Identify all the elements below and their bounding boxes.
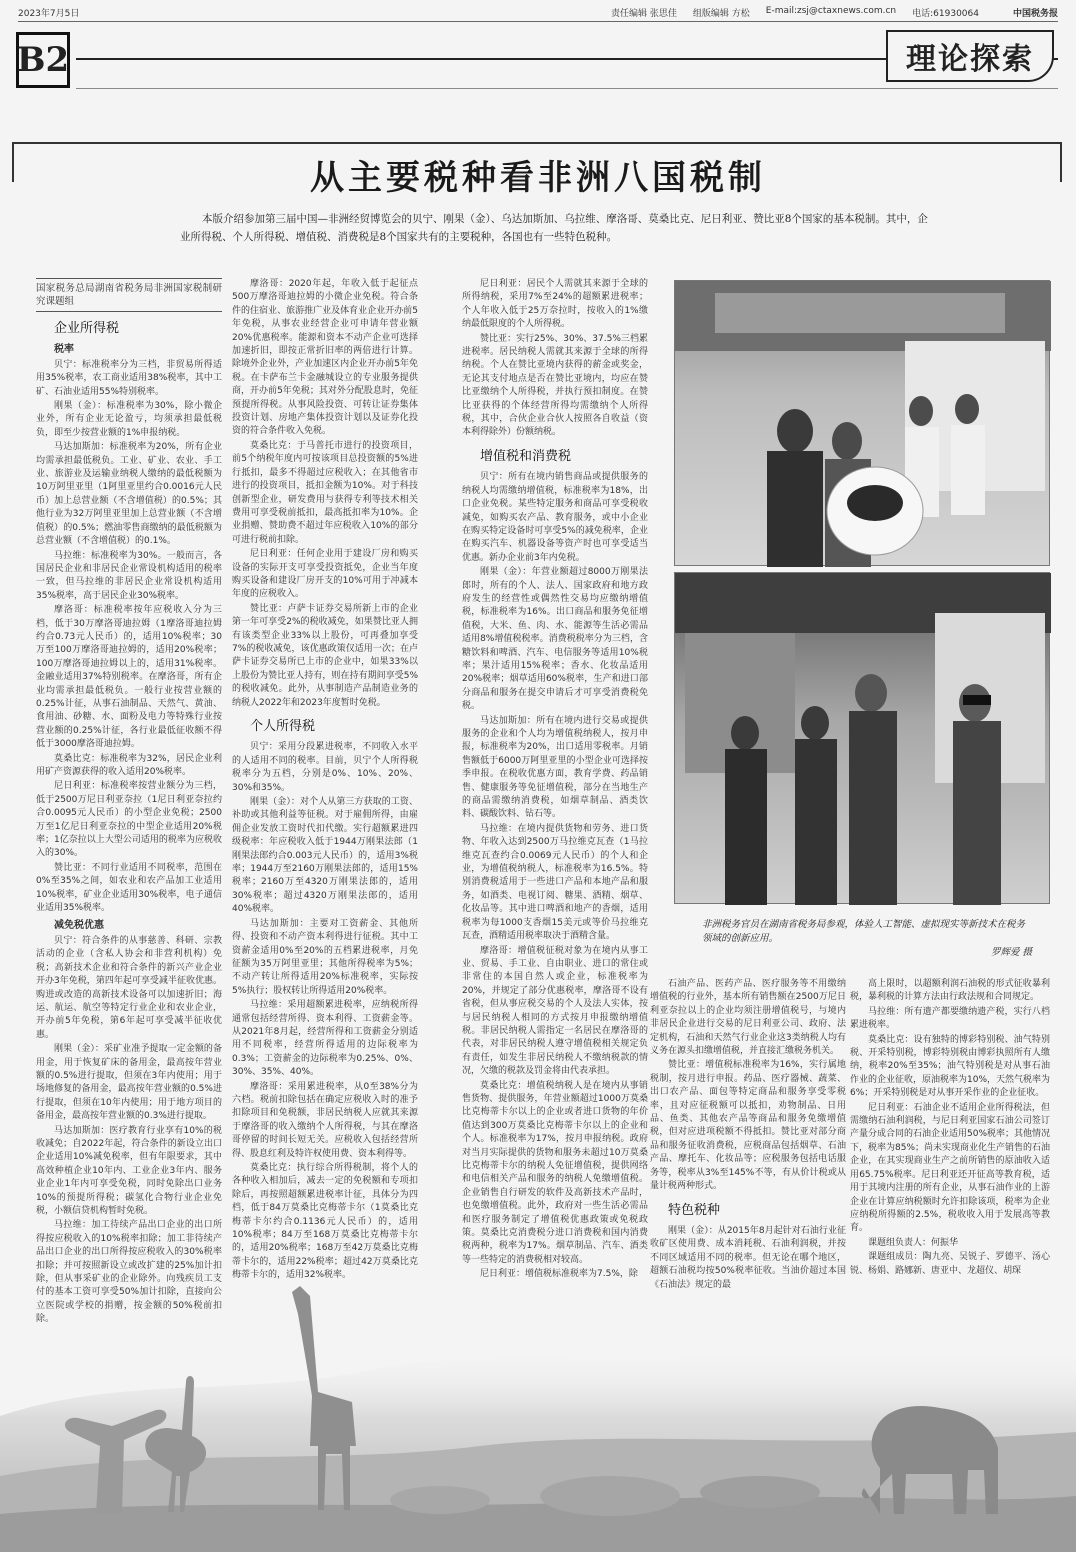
top-rule	[18, 21, 1058, 22]
paragraph: 贝宁：标准税率分为三档，非贸易所得适用35%税率，农工商业适用38%税率，其中工矿、石油业适用55%特别税率。	[36, 359, 222, 397]
header-rule-thin	[76, 88, 1058, 89]
team-lead: 课题组负责人：何振华	[868, 1237, 959, 1248]
paragraph: 莫桑比克：增值税纳税人是在境内从事销售货物、提供服务，年营业额超过1000万莫桑比克梅蒂卡尔以上的企业或者进口货物的年价值达到300万莫桑比克梅蒂卡尔以上的企业和个人。标准税率为17%，按月申报纳税。政府对当月实际提供的货物和服务未超过10万莫桑比克梅蒂卡尔的纳税人免征增值税，提供网络和电信相关产品和服务的纳税人免缴增值税。企业销售自行研发的软件及高新技术产品时，也免缴增值税。此外，政府对一些生活必需品和医疗服务制定了增值税优惠政策或免税政策。莫桑比克消费税分进口消费税和国内消费税两种，税率为17%。烟草制品、汽车、酒类等一些特定的消费税相对较高。	[462, 1080, 648, 1265]
photo-robot-exhibit-illustration	[675, 281, 1051, 567]
paragraph: 马拉维：标准税率为30%。一般而言，各国居民企业和非居民企业常设机构适用的税率一致，但马拉维的非居民企业常设机构适用35%税率，高于居民企业30%税率。	[36, 550, 222, 601]
paragraph: 马拉维：所有遗产都要缴纳遗产税，实行八档累进税率。	[850, 1006, 1050, 1031]
paragraph: 马拉维：加工待续产品出口企业的出口所得按应税收入的10%税率扣除；加工非待续产品出口企业的出口所得按应税收入的30%税率扣除；并可按照新设立或改扩建的25%加计扣除，但从事采矿业的企业除外。向残疾员工支付的基本工资可享受50%加计扣除，直接向公立医院或学校的捐赠，按金额的50%税前扣除。	[36, 1220, 222, 1325]
paragraph: 莫桑比克：于马普托市进行的投资项目，前5个纳税年度内可按该项目总投资额的5%进行抵扣，最多不得超过应税收入；在其他省市进行的投资项目，抵扣金额为10%。对于科技创新型企业，研发费用与获得专利等技术相关费用可享受税前抵扣，最高抵扣率为10%。企业捐赠、赞助费不超过年应税收入10%的部分可进行税前扣除。	[232, 440, 418, 545]
column-3	[462, 278, 648, 1278]
paragraph: 赞比亚：增值税标准税率为16%，实行属地税制，按月进行申报。药品、医疗器械、蔬菜、出口农产品、面包等特定商品和服务享受零税率，且对应征税额可以抵扣，劝物制品、日用品、鱼类、其他农产品等商品和服务免缴增值税，但对应进项税额不得抵扣。赞比亚对部分商品和服务征收消费税，应税商品包括烟草、石油产品、摩托车、化妆品等；应税服务包括电话服务等，税率从3%至145%不等，有从价计税或从量计税两种形式。	[650, 1060, 846, 1192]
section-title: 理论探索	[886, 30, 1054, 82]
heading-special-taxes: 特色税种	[668, 1202, 721, 1218]
paragraph: 莫桑比克：执行综合所得税制，将个人的各种收入相加后，减去一定的免税额和专项扣除后，再按照超额累进税率计征，具体分为四档，低于84万莫桑比克梅蒂卡尔（1莫桑比克梅蒂卡尔约合0.1136元人民币）的，适用10%税率；84万至168万莫桑比克梅蒂卡尔的，适用20%税率；168万至42万莫桑比克梅蒂卡尔的，适用22%税率；超过42万莫桑比克梅蒂卡尔的，适用32%税率。	[232, 1163, 418, 1281]
subheading-incentives: 减免税优惠	[54, 920, 104, 932]
heading-corporate-tax: 企业所得税	[54, 321, 120, 336]
paragraph: 莫桑比克：设有独特的博彩特别税、油气特别税、开采特别税，博彩特别税由博彩执照所有人缴纳，税率20%至35%；油气特别税是对从事石油作业的企业征收，原油税率为10%，天然气税率为6%；开采特别税是对从事开采作业的企业征收。	[850, 1034, 1051, 1099]
byline: 国家税务总局湖南省税务局非洲国家税制研究课题组	[36, 278, 222, 312]
subheading-rate: 税率	[54, 344, 74, 356]
paper-name: 中国税务报	[1012, 8, 1058, 19]
paragraph: 赞比亚：实行25%、30%、37.5%三档累进税率。居民纳税人需就其来源于全球的所得纳税。个人在赞比亚境内获得的薪金或奖金，无论其支付地点是否在赞比亚境内，均应在赞比亚缴纳个人所得税，并执行预扣制度。在赞比亚获得的个体经营所得均需缴纳个人所得税，其中，合伙企业合伙人按照各自收益（资本利得除外）份额纳税。	[462, 333, 648, 438]
africa-landscape-illustration	[0, 1196, 1076, 1552]
heading-vat: 增值税和消费税	[480, 448, 572, 464]
photo-vr-exhibit-illustration	[675, 573, 1051, 905]
paragraph: 赞比亚：不同行业适用不同税率，范围在0%至35%之间，如农业和农产品加工业适用10%税率，矿业企业适用30%税率，电子通信业适用35%税率。	[36, 862, 222, 914]
article-title	[0, 150, 1076, 199]
paragraph: 贝宁：采用分段累进税率，不同收入水平的人适用不同的税率。目前，贝宁个人所得税税率分为五档，分别是0%、10%、20%、30%和35%。	[232, 742, 418, 793]
paragraph: 尼日利亚：石油企业不适用企业所得税法，但需缴纳石油利润税，与尼日利亚国家石油公司签订产量分成合同的石油企业适用50%税率；其他情况下，税率为85%；尚未实现商业化生产销售的石油企业，在其实现商业生产之前所销售的原油收入适用65.75%税率。尼日利亚还开征高等教育税，适用于其境内注册的所有企业，从事石油作业的上游企业在计算应纳税额时允许扣除该项，税率为企业应纳税所得额的2.5%，税收收入用于发展高等教育。	[850, 1102, 1051, 1234]
caption-text: 非洲税务官员在湖南省税务局参观，体验人工智能、虚拟现实等新技术在税务领域的创新应用。	[702, 919, 1026, 944]
paragraph: 刚果（金）：对个人从第三方获取的工资、补助或其他利益等征税。对于雇佣所得，由雇佣企业发放工资时代扣代缴。实行超额累进四级税率：年应税收入低于1944万刚果法郎（1刚果法郎约合0.003元人民币）的，适用3%税率；1944万至2160万刚果法郎的，适用15%税率；2160万至4320万刚果法郎的，适用30%税率；超过4320万刚果法郎的，适用40%税率。	[232, 797, 418, 915]
paragraph: 尼日利亚：居民个人需就其来源于全球的所得纳税，采用7%至24%的超额累进税率；个人年收入低于25万奈拉时，按收入的1%缴纳最低限度的个人所得税。	[462, 279, 648, 330]
paragraph: 石油产品、医药产品、医疗服务等不用缴纳增值税的行业外，基本所有销售额在2500万尼日利亚奈拉以上的企业均须注册增值税号，与境内非居民企业进行交易的尼日利亚公司、政府、法定机构，石油和天然气行业企业这3类纳税人均有义务在源头扣缴增值税，并直接汇缴税务机关。	[650, 979, 846, 1057]
paragraph: 贝宁：符合条件的从事慈善、科研、宗教活动的企业（含私人协会和非营利机构）免税；高新技术企业和符合条件的新兴产业企业开办3年免税，第四年起可享受减半征收优惠。购进或改造的高新技术设备可以加速折旧；海运、航运、航空等特定行业企业和农业企业，开办前5年免税，第6年起可享受减半征收优惠。	[36, 935, 222, 1040]
paragraph: 尼日利亚：标准税率按营业额分为三档，低于2500万尼日利亚奈拉（1尼日利亚奈拉约合0.0095元人民币）的小型企业免税；2500万至1亿尼日利亚奈拉的中型企业适用20%税率；1亿奈拉以上大型公司适用的税率为应税收入的30%。	[36, 781, 222, 859]
page-number: B2	[16, 32, 70, 88]
editor: 责任编辑 张思佳	[611, 8, 677, 19]
paragraph: 刚果（金）：采矿业准予提取一定金额的备用金，用于恢复矿床的备用金，最高按年营业额的0.5%进行提取，但须在3年内使用；用于场地修复的备用金，最高按年营业额的0.5%进行提取，但须在10年内使用；用于地方项目的备用金，最高按年营业额的0.3%进行提取。	[36, 1044, 222, 1122]
phone: 电话:61930064	[912, 8, 979, 19]
paragraph: 莫桑比克：标准税率为32%，居民企业利用矿产资源获得的收入适用20%税率。	[36, 753, 222, 777]
masthead-strip	[18, 4, 1058, 20]
paragraph: 尼日利亚：增值税标准税率为7.5%，除	[480, 1269, 638, 1280]
paragraph: 摩洛哥：采用累进税率，从0至38%分为六档。税前扣除包括在确定应税收入时的准予扣除项目和免税额，非居民纳税人应就其来源于摩洛哥的收入缴纳个人所得税，与其在摩洛哥停留的时间长短无关。应税收入包括经营所得、股息红利及特许权使用费、资本利得等。	[232, 1081, 418, 1159]
issue-date: 2023年7月5日	[18, 8, 80, 19]
photo-caption	[702, 918, 1032, 960]
paragraph: 尼日利亚：任何企业用于建设厂房和购买设备的实际开支可享受投资抵免，企业当年度购买设备和建设厂房开支的10%可用于冲减本年度的应税收入。	[232, 549, 418, 600]
paragraph: 马达加斯加：主要对工资薪金、其他所得、投资和不动产资本利得进行征税。其中工资薪金适用0%至20%的五档累进税率，月免征额为35万阿里亚里；其他所得税率为5%；不动产转让所得适用20%标准税率，实际按5%执行；股权转让所得适用20%税率。	[232, 918, 418, 996]
paragraph: 马达加斯加：医疗教育行业享有10%的税收减免；自2022年起，符合条件的新设立出口企业适用10%减免税率，但有年限要求，其中高效种植企业10年内、工业企业3年内、服务业企业1年内可享受免税，同时免除出口业务10%的预提所得税；碳氢化合物行业企业免税，小额信贷机构暂时免税。	[36, 1125, 222, 1216]
photo-vr-exhibit	[674, 572, 1050, 904]
paragraph: 马达加斯加：标准税率为20%，所有企业均需承担最低税负。工业、矿业、农业、手工业、旅游业及运输业纳税人缴纳的最低税额为10万阿里亚里（1阿里亚里约合0.0016元人民币）加上总营业额（不含增值税）的0.5%；其他行业为32万阿里亚里加上总营业额（不含增值税）的0.5%；燃油零售商缴纳的最低税额为总营业额（不含增值税）的0.1%。	[36, 442, 222, 547]
photo-credit: 罗辉爱 摄	[990, 947, 1032, 958]
heading-personal-tax: 个人所得税	[250, 719, 316, 734]
paragraph: 马达加斯加：所有在境内进行交易或提供服务的企业和个人均为增值税纳税人，按月申报，标准税率为20%，出口适用零税率。月销售额低于6000万阿里亚里的小型企业可选择按季申报。在税收优惠方面，教育学费、药品销售、健康服务等免征增值税，部分在当地生产的商品需缴纳消费税，如烟草制品、酒类饮料、碳酸饮料、钻石等。	[462, 715, 648, 820]
paragraph: 马拉维：在境内提供货物和劳务、进口货物、年收入达到2500万马拉维克瓦查（1马拉维克瓦查约合0.0069元人民币）的个人和企业，为增值税纳税人，标准税率为16.5%。特别消费税适用于一些进口产品和本地产品和服务，如酒类、电视订阅、糖果、酒精、烟草、化妆品等。其中进口啤酒和地产的香烟，适用税率为每1000支香烟15美元或等价马拉维克瓦查，酒精适用税率取决于酒精含量。	[462, 823, 648, 942]
article-lead: 本版介绍参加第三届中国—非洲经贸博览会的贝宁、刚果（金）、乌达加斯加、乌拉维、摩洛哥、莫桑比克、尼日利亚、赞比亚8个国家的基本税制。其中，企业所得税、个人所得税、增值税、消费税是8个国家共有的主要税种，各国也有一些特色税种。	[180, 213, 928, 243]
paragraph: 摩洛哥：增值税征税对象为在境内从事工业、贸易、手工业、自由职业、进口的常住或非常住的本国自然人或企业，标准税率为20%，并规定了部分优惠税率，摩洛哥不设有省税，但从事应税交易的个人及法人实体，按与居民纳税人相同的方式按月申报缴纳增值税。非居民纳税人需指定一名居民在摩洛哥的代表，对非居民纳税人遵守增值税相关规定负有责任，如发生非居民纳税人不缴纳税款的情况，欠缴的税款及罚金将由代表承担。	[462, 945, 648, 1077]
paragraph: 高上限时，以超额利润石油税的形式征收暴利税，暴利税的计算方法由行政法规和合同规定。	[850, 979, 1050, 1003]
paragraph: 摩洛哥：2020年起，年收入低于起征点500万摩洛哥迪拉姆的小微企业免税。符合条件的住宿业、旅游推广业及体育业企业开办前5年免税，从事农业经营企业可申请年营业额20%优惠税率。能源和资本不动产企业可选择加速折旧，即按正常折旧率的两倍进行计算。除境外企业外，产业加速区内企业开办前5年免税。在卡萨布兰卡金融城设立的专业服务提供商，开办前5年免税；其对外分配股息时，免征预提所得税。从事风险投资、可转让证券集体投资计划、房地产集体投资计划以及证券化投资的符合条件收入免税。	[232, 279, 418, 437]
paragraph: 赞比亚：卢萨卡证券交易所新上市的企业第一年可享受2%的税收减免，如果赞比亚人拥有该类型企业33%以上股份，可再叠加享受7%的税收减免，该优惠政策仅适用一次；在卢萨卡证券交易所已上市的企业中，如果33%以上股份为赞比亚人持有，则在持有期间享受5%的税收减免。此外，从事制造产品制造业务的纳税人2022年和2023年度暂时免税。	[232, 603, 418, 708]
column-1	[36, 278, 222, 1325]
paragraph: 贝宁：所有在境内销售商品或提供服务的纳税人均需缴纳增值税，标准税率为18%，出口企业免税。某些特定服务和商品可享受税收减免，如购买农产品、教育服务，或中小企业在购买特定设备时可享受5%的减免税率，企业在购买汽车、机器设备等资产时也可享受适当优惠。新办企业前3年内免税。	[462, 472, 648, 563]
paragraph: 摩洛哥：标准税率按年应税收入分为三档，低于30万摩洛哥迪拉姆（1摩洛哥迪拉姆约合0.73元人民币）的，适用10%税率；30万至100万摩洛哥迪拉姆的，适用20%税率；100万摩洛哥迪拉姆以上的，适用31%税率。金融业适用37%特别税率。在摩洛哥，所有企业均需承担最低税负。一般行业按营业额的0.25%计征，从事石油制品、天然气、黄油、食用油、砂糖、水、面粉及电力等特殊行业按营业额的0.25%计征，各行业最低征收额不得低于3000摩洛哥迪拉姆。	[36, 605, 222, 750]
paragraph: 马拉维：采用超额累进税率，应纳税所得通常包括经营所得、资本利得、工资薪金等。从2021年8月起，经营所得和工资薪金分别适用不同税率，经营所得适用的边际税率为0.3%；工资薪金的边际税率为0.25%、0%、30%、35%、40%。	[232, 1000, 418, 1078]
paragraph: 刚果（金）：年营业额超过8000万刚果法郎时，所有的个人、法人、国家政府和地方政府发生的经营性或偶然性交易均应缴纳增值税，标准税率为16%。出口商品和服务免征增值税，大米、鱼、肉、水、能源等生活必需品适用8%增值税税率。消费税税率分为三档，含糖饮料和啤酒、汽车、电信服务等适用10%税率；果汁适用15%税率；香水、化妆品适用20%税率；烟草适用60%税率，生产和进口部分商品和服务在提交申请后才可享受消费税免税。	[462, 567, 648, 712]
article-title-text: 从主要税种看非洲八国税制	[296, 158, 780, 198]
column-2	[232, 278, 418, 1281]
email[interactable]: E-mail:zsj@ctaxnews.com.cn	[765, 5, 897, 16]
editor-info	[348, 6, 1058, 19]
paragraph: 刚果（金）：标准税率为30%，除小微企业外，所有企业无论盈亏，均须承担最低税负，即至少按营业额的1%申报纳税。	[36, 401, 222, 438]
team-members: 课题组成员：陶九亮、吴锐子、罗德平、汤心锐、杨娟、路娜新、唐亚中、龙超仪、胡琛	[850, 1252, 1050, 1276]
photo-robot-exhibit	[674, 280, 1050, 566]
paragraph: 刚果（金）：从2015年8月起针对石油行业征收矿区使用费、成本消耗税、石油利润税，并按不同区域适用不同的税率。但无论在哪个地区，超额石油税均按50%税率征收。当油价超过本国《石油法》规定的最	[650, 1225, 846, 1290]
designer: 组版编辑 方松	[692, 8, 750, 19]
